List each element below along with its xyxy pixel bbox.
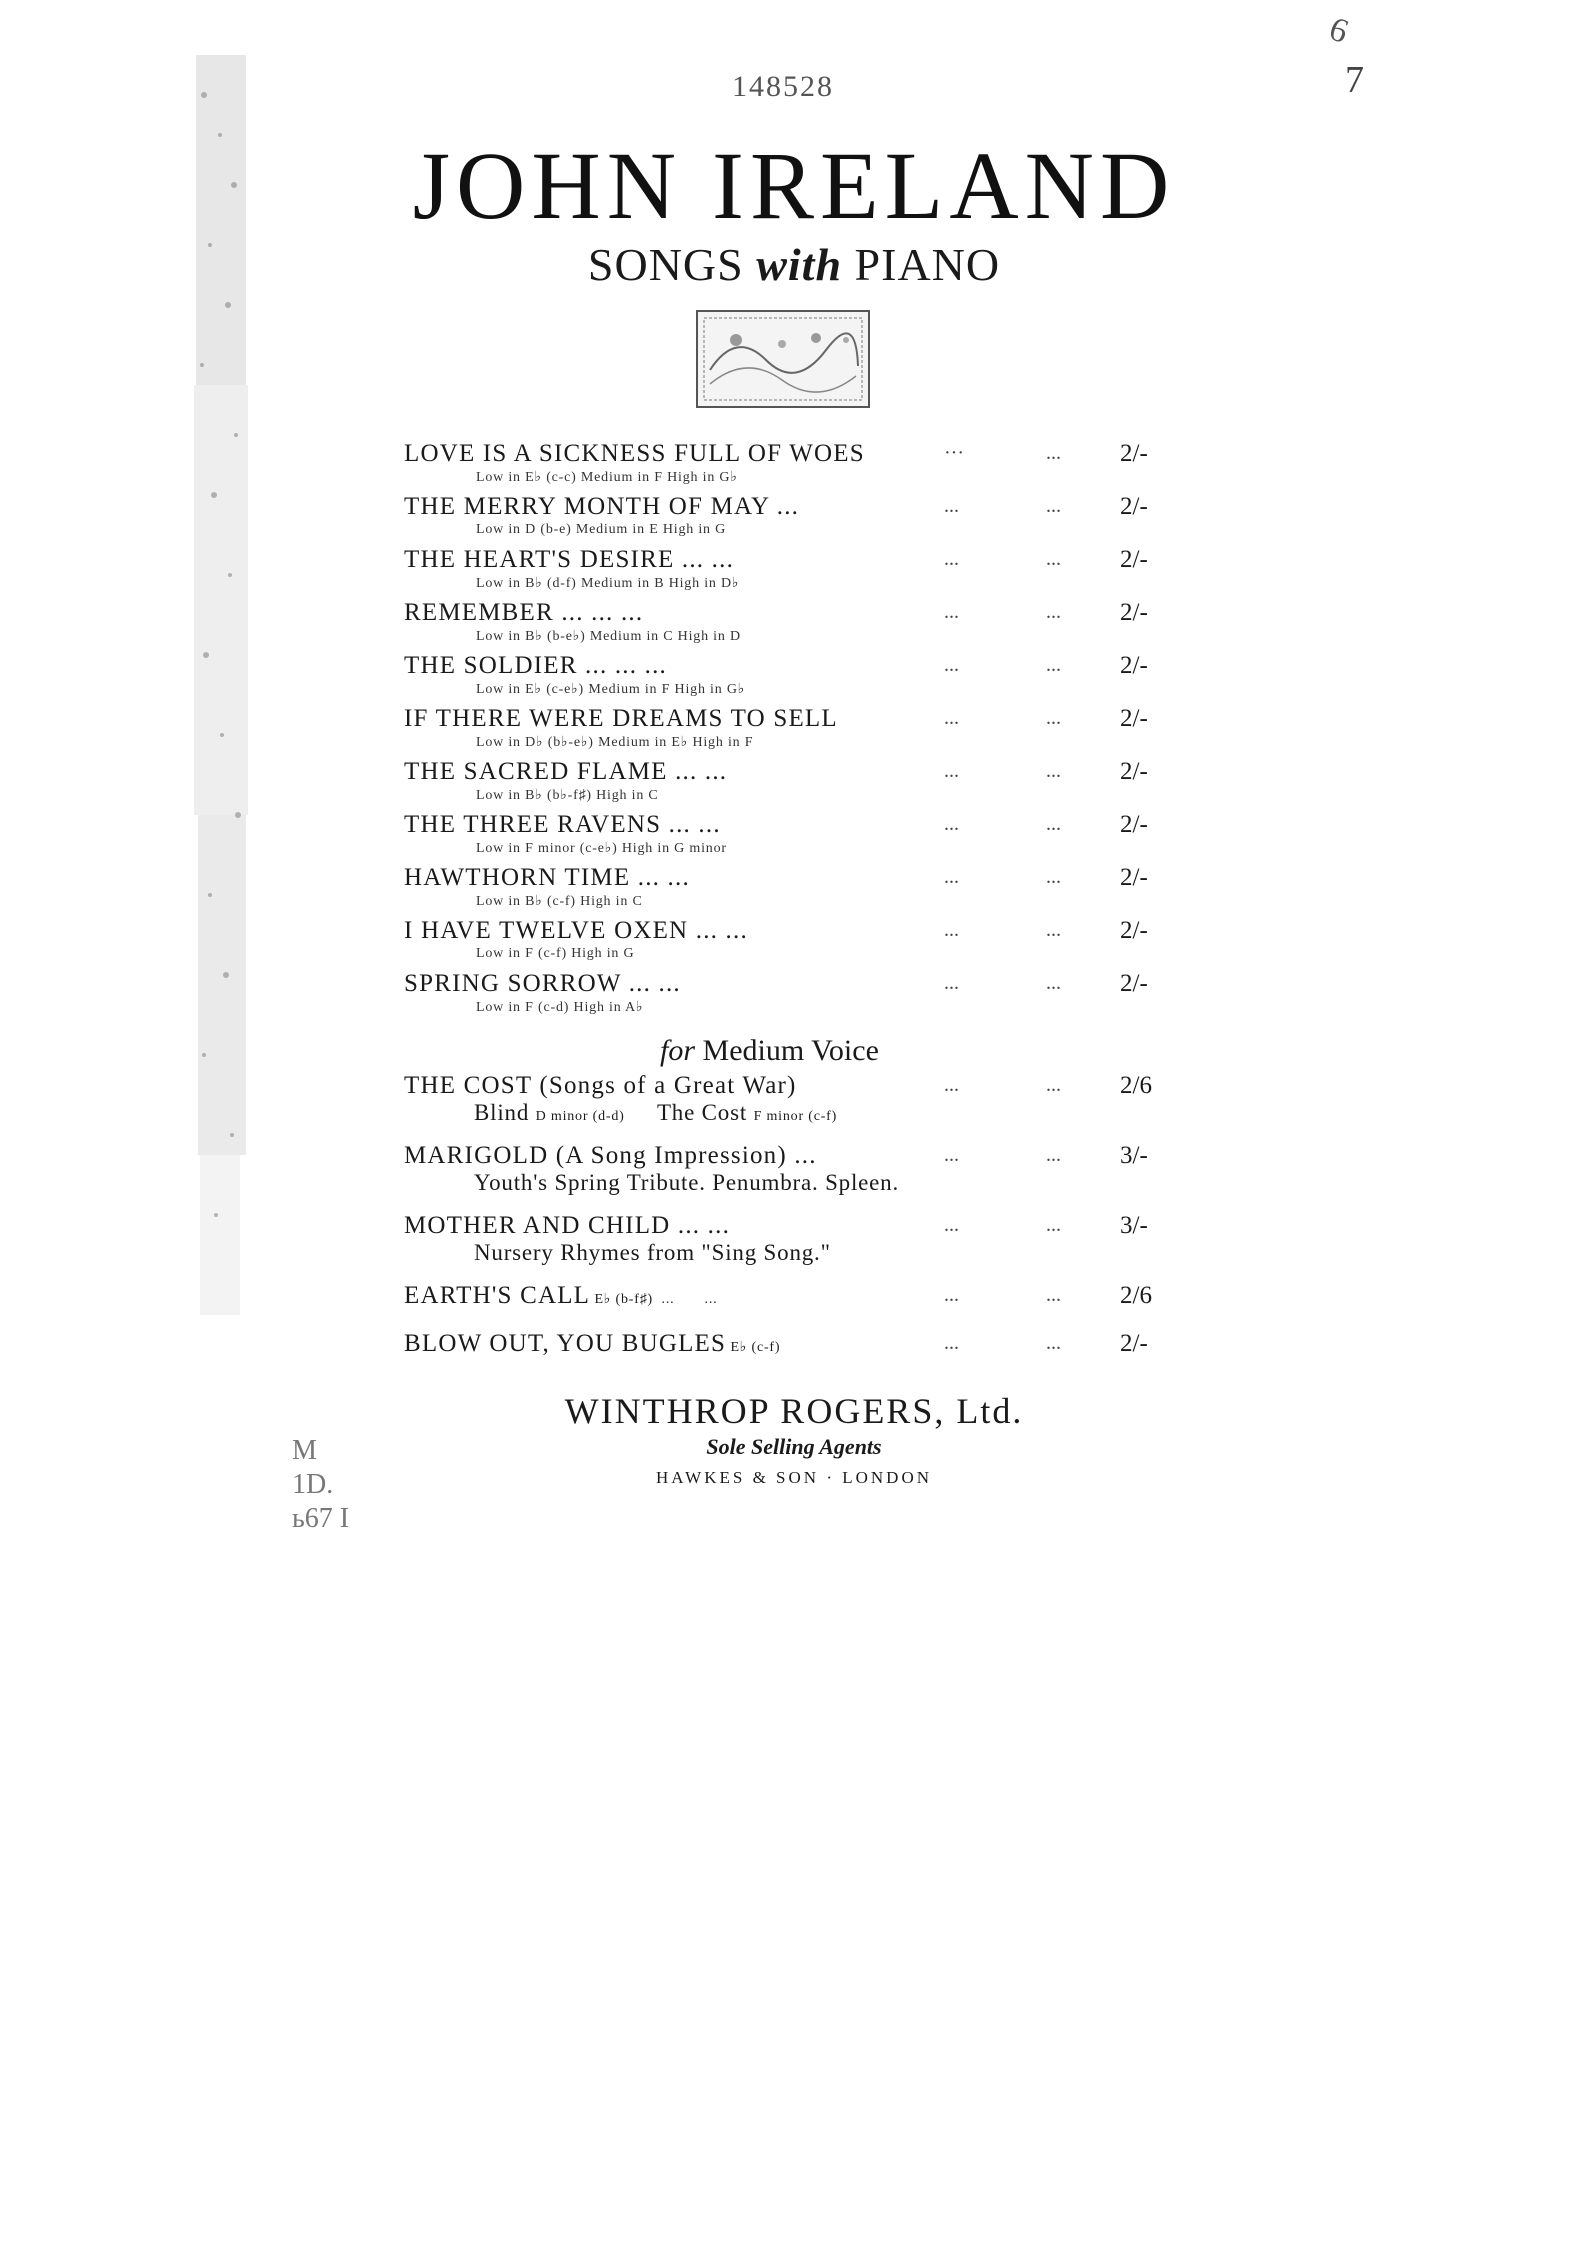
leader-dots: ... [1046,707,1061,729]
song-entry [404,546,1194,599]
publisher-name: WINTHROP ROGERS, Ltd. [564,1391,1024,1431]
song-price: 2/- [1120,1330,1148,1357]
leader-dots: ... [944,1284,959,1306]
song-title: THE THREE RAVENS ... ... [404,811,721,838]
song-keys: Low in D♭ (b♭-e♭) Medium in E♭ High in F [476,735,754,750]
song-entry [404,811,1194,864]
song-price: 2/- [1120,811,1148,838]
publisher-address: HAWKES & SON · LONDON [655,1468,932,1487]
song-title: BLOW OUT, YOU BUGLES E♭ (c-f) [404,1330,781,1357]
leader-dots: ... [944,1332,959,1354]
song-keys: Low in F (c-f) High in G [476,946,635,961]
leader-dots: ... [1046,760,1061,782]
song-entry [404,1072,1194,1142]
leader-dots: ··· [944,442,964,464]
song-price: 2/6 [1120,1072,1152,1099]
song-subtitle: Blind D minor (d-d) The Cost F minor (c-f) [474,1100,838,1125]
ornament-emblem [696,310,870,408]
song-title: MOTHER AND CHILD ... ... [404,1212,731,1239]
leader-dots: ... [1046,972,1061,994]
song-price: 2/- [1120,917,1148,944]
song-keys: Low in F minor (c-e♭) High in G minor [476,841,727,856]
song-title: HAWTHORN TIME ... ... [404,864,690,891]
song-subtitle: Youth's Spring Tribute. Penumbra. Spleen. [474,1170,900,1195]
song-price: 2/- [1120,758,1148,785]
song-title: IF THERE WERE DREAMS TO SELL [404,705,838,732]
song-price: 2/- [1120,705,1148,732]
song-price: 2/- [1120,599,1148,626]
song-entry [404,864,1194,917]
song-keys: Low in B♭ (b-e♭) Medium in C High in D [476,629,741,644]
leader-dots: ... [1046,442,1061,464]
song-price: 2/- [1120,493,1148,520]
leader-dots: ... [944,707,959,729]
leader-dots: ... [944,1074,959,1096]
leader-dots: ... [1046,1074,1061,1096]
song-entry [404,758,1194,811]
song-keys: Low in F (c-d) High in A♭ [476,1000,644,1015]
song-title: THE HEART'S DESIRE ... ... [404,546,735,573]
song-keys: Low in B♭ (d-f) Medium in B High in D♭ [476,576,740,591]
song-keys: Low in B♭ (c-f) High in C [476,894,643,909]
leader-dots: ... [1046,548,1061,570]
leader-dots: ... [1046,1284,1061,1306]
subtitle: SONGS with PIANO [587,239,1001,290]
song-entry [404,970,1194,1023]
leader-dots: ... [944,866,959,888]
song-price: 2/- [1120,970,1148,997]
song-price: 2/- [1120,440,1148,467]
song-entry [404,1212,1194,1282]
song-price: 2/6 [1120,1282,1152,1309]
song-title: I HAVE TWELVE OXEN ... ... [404,917,748,944]
song-title: THE SOLDIER ... ... ... [404,652,668,679]
song-entry [404,599,1194,652]
song-entry [404,1142,1194,1212]
song-title: EARTH'S CALL E♭ (b-f♯) ... ... [404,1282,718,1309]
song-title: LOVE IS A SICKNESS FULL OF WOES [404,440,865,467]
medium-voice-list [404,1072,1194,1378]
leader-dots: ... [944,813,959,835]
leader-dots: ... [1046,1144,1061,1166]
leader-dots: ... [1046,1214,1061,1236]
leader-dots: ... [1046,1332,1061,1354]
leader-dots: ... [944,1214,959,1236]
leader-dots: ... [944,1144,959,1166]
song-price: 2/- [1120,652,1148,679]
section-heading-medium-voice: for Medium Voice [660,1034,879,1067]
song-title: THE COST (Songs of a Great War) [404,1072,797,1099]
leader-dots: ... [1046,654,1061,676]
song-entry [404,493,1194,546]
song-subtitle: Nursery Rhymes from "Sing Song." [474,1240,831,1265]
song-list [404,440,1194,1023]
song-title: REMEMBER ... ... ... [404,599,644,626]
leader-dots: ... [1046,601,1061,623]
song-price: 3/- [1120,1212,1148,1239]
leader-dots: ... [944,760,959,782]
leader-dots: ... [944,654,959,676]
song-price: 2/- [1120,546,1148,573]
composer-title: JOHN IRELAND [412,132,1176,239]
leader-dots: ... [944,919,959,941]
leader-dots: ... [1046,495,1061,517]
song-title: THE MERRY MONTH OF MAY ... [404,493,800,520]
song-entry [404,1330,1194,1378]
leader-dots: ... [944,495,959,517]
leader-dots: ... [944,548,959,570]
leader-dots: ... [1046,866,1061,888]
song-title: THE SACRED FLAME ... ... [404,758,728,785]
song-price: 3/- [1120,1142,1148,1169]
song-keys: Low in D (b-e) Medium in E High in G [476,522,727,537]
song-entry [404,705,1194,758]
leader-dots: ... [944,972,959,994]
song-entry [404,652,1194,705]
song-entry [404,917,1194,970]
shelfmark: M 1D. ь67 I [292,1435,350,1534]
song-keys: Low in B♭ (b♭-f♯) High in C [476,788,659,803]
corner-mark: 6 [1324,10,1353,51]
leader-dots: ... [1046,813,1061,835]
song-entry [404,1282,1194,1330]
catalogue-number: 148528 [732,70,834,103]
song-title: MARIGOLD (A Song Impression) ... [404,1142,817,1169]
corner-mark: 7 [1345,59,1364,101]
publisher-agents: Sole Selling Agents [706,1434,882,1459]
song-price: 2/- [1120,864,1148,891]
leader-dots: ... [1046,919,1061,941]
song-entry [404,440,1194,493]
leader-dots: ... [944,601,959,623]
song-keys: Low in E♭ (c-c) Medium in F High in G♭ [476,470,738,485]
song-keys: Low in E♭ (c-e♭) Medium in F High in G♭ [476,682,746,697]
song-title: SPRING SORROW ... ... [404,970,681,997]
